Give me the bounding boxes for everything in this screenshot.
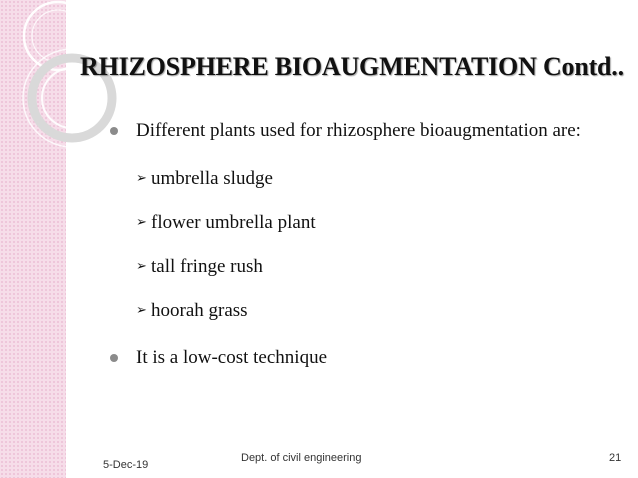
footer-date: 5-Dec-19 [103,459,149,471]
bullet-item [102,111,612,151]
list-item [102,157,612,201]
plant-list [102,157,612,333]
arrow-bullet-icon: ➢ [136,215,147,230]
footer-department: Dept. of civil engineering [241,452,362,464]
list-item [102,245,612,289]
bullet-text: Different plants used for rhizosphere bioaugmentation are: [136,120,581,141]
bullet-dot-icon [110,354,118,362]
arrow-bullet-icon: ➢ [136,303,147,318]
list-item [102,289,612,333]
list-item-text: umbrella sludge [151,168,273,189]
arrow-bullet-icon: ➢ [136,259,147,274]
list-item [102,201,612,245]
slide-title: RHIZOSPHERE BIOAUGMENTATION Contd.. [80,52,624,81]
footer-page-number: 21 [609,452,622,464]
slide-content [102,111,612,378]
bullet-dot-icon [110,127,118,135]
bullet-text: It is a low-cost technique [136,347,328,368]
list-item-text: hoorah grass [151,300,248,321]
list-item-text: tall fringe rush [151,256,263,277]
bullet-item [102,338,612,378]
arrow-bullet-icon: ➢ [136,171,147,186]
list-item-text: flower umbrella plant [151,212,316,233]
